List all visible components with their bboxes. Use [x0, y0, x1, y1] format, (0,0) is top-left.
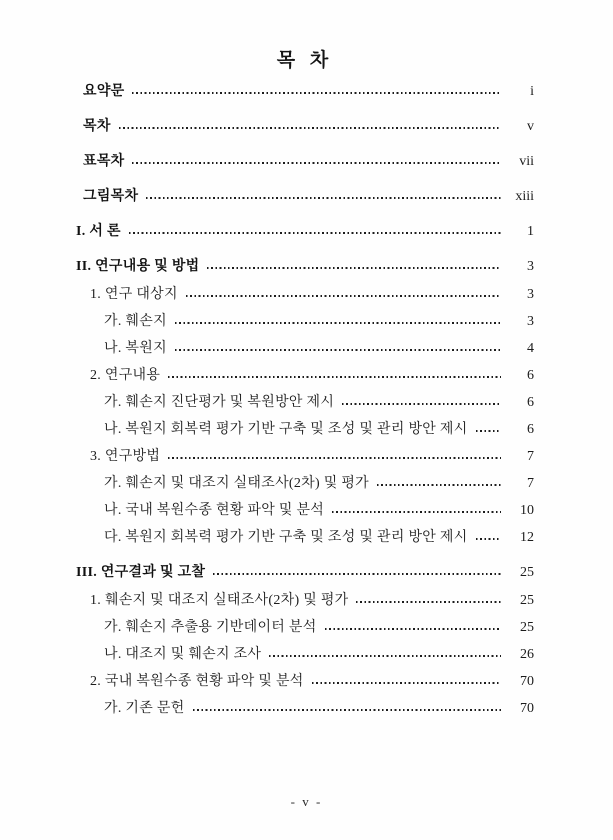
dot-leader	[146, 197, 501, 199]
page-number: 7	[527, 449, 534, 464]
toc-entry	[76, 148, 534, 175]
page-number: 1	[527, 224, 534, 239]
toc-entry	[76, 443, 534, 470]
dot-leader	[175, 349, 501, 351]
toc-entry-label: 가. 훼손지	[104, 314, 167, 329]
page-number: 4	[527, 341, 534, 356]
dot-leader	[342, 403, 501, 405]
toc-entry-label: 나. 국내 복원수종 현황 파악 및 분석	[104, 503, 325, 518]
dot-leader	[186, 295, 501, 297]
dot-leader	[332, 511, 501, 513]
page-number: v	[527, 119, 534, 134]
toc-entry	[76, 335, 534, 362]
page-title: 목 차	[276, 50, 334, 71]
page-footer: - v -	[290, 794, 323, 809]
page-number: vii	[519, 154, 534, 169]
toc-entry	[76, 416, 534, 443]
toc-entry-label: 2. 연구내용	[90, 368, 161, 383]
toc-entry	[76, 470, 534, 497]
toc-entry-label: 나. 복원지 회복력 평가 기반 구축 및 조성 및 관리 방안 제시	[104, 422, 468, 437]
dot-leader	[213, 573, 501, 575]
toc-entry	[76, 668, 534, 695]
dot-leader	[193, 709, 501, 711]
toc-entry-label: 가. 훼손지 추출용 기반데이터 분석	[104, 620, 317, 635]
page-number: 25	[520, 620, 534, 635]
page-number: 3	[527, 287, 534, 302]
toc-entry	[76, 614, 534, 641]
dot-leader	[356, 601, 501, 603]
toc-entry-section	[76, 218, 534, 245]
page-number: 70	[520, 674, 534, 689]
toc-entry-label: 다. 복원지 회복력 평가 기반 구축 및 조성 및 관리 방안 제시	[104, 530, 468, 545]
toc-entry-label: I. 서 론	[76, 224, 121, 239]
dot-leader	[132, 162, 501, 164]
dot-leader	[168, 376, 501, 378]
toc-entry	[76, 113, 534, 140]
dot-leader	[312, 682, 501, 684]
page-number: 25	[520, 565, 534, 580]
toc-entry	[76, 497, 534, 524]
toc-entry-label: II. 연구내용 및 방법	[76, 259, 200, 274]
toc-entry	[76, 183, 534, 210]
toc-entry-section	[76, 253, 534, 280]
page-number: 26	[520, 647, 534, 662]
page-number: 3	[527, 259, 534, 274]
toc-entry	[76, 587, 534, 614]
toc-entry-label: 가. 훼손지 진단평가 및 복원방안 제시	[104, 395, 335, 410]
page-number: 70	[520, 701, 534, 716]
dot-leader	[476, 430, 501, 432]
page-number: 3	[527, 314, 534, 329]
toc-entry-label: 나. 복원지	[104, 341, 167, 356]
toc-entry-label: 나. 대조지 및 훼손지 조사	[104, 647, 262, 662]
toc-entry-label: 1. 연구 대상지	[90, 287, 178, 302]
toc-entry	[76, 641, 534, 668]
toc-entry-label: 목차	[83, 119, 111, 134]
toc-entry	[76, 308, 534, 335]
toc-entry	[76, 695, 534, 722]
dot-leader	[168, 457, 501, 459]
page-number: 6	[527, 368, 534, 383]
page-number: 25	[520, 593, 534, 608]
toc-entry-label: 가. 훼손지 및 대조지 실태조사(2차) 및 평가	[104, 476, 370, 491]
toc-entry	[76, 281, 534, 308]
page-number: 10	[520, 503, 534, 518]
toc-entry-label: 3. 연구방법	[90, 449, 161, 464]
page-number: xiii	[515, 189, 534, 204]
toc-entry	[76, 389, 534, 416]
page-number: 6	[527, 395, 534, 410]
toc-entry	[76, 362, 534, 389]
table-of-contents	[76, 78, 534, 722]
toc-entry-section	[76, 559, 534, 586]
toc-entry-label: 2. 국내 복원수종 현황 파악 및 분석	[90, 674, 304, 689]
toc-entry-label: 그림목차	[83, 189, 139, 204]
dot-leader	[129, 232, 501, 234]
page-number: 7	[527, 476, 534, 491]
page-number: 6	[527, 422, 534, 437]
dot-leader	[175, 322, 501, 324]
dot-leader	[269, 655, 501, 657]
dot-leader	[119, 127, 501, 129]
toc-entry-label: 1. 훼손지 및 대조지 실태조사(2차) 및 평가	[90, 593, 349, 608]
toc-entry	[76, 524, 534, 551]
dot-leader	[325, 628, 501, 630]
toc-entry-label: 표목차	[83, 154, 125, 169]
page-number: 12	[520, 530, 534, 545]
page-number: i	[530, 84, 534, 99]
dot-leader	[476, 538, 501, 540]
toc-entry	[76, 78, 534, 105]
dot-leader	[207, 267, 501, 269]
dot-leader	[132, 92, 501, 94]
toc-entry-label: III. 연구결과 및 고찰	[76, 565, 206, 580]
toc-entry-label: 가. 기존 문헌	[104, 701, 185, 716]
dot-leader	[377, 484, 501, 486]
toc-entry-label: 요약문	[83, 84, 125, 99]
